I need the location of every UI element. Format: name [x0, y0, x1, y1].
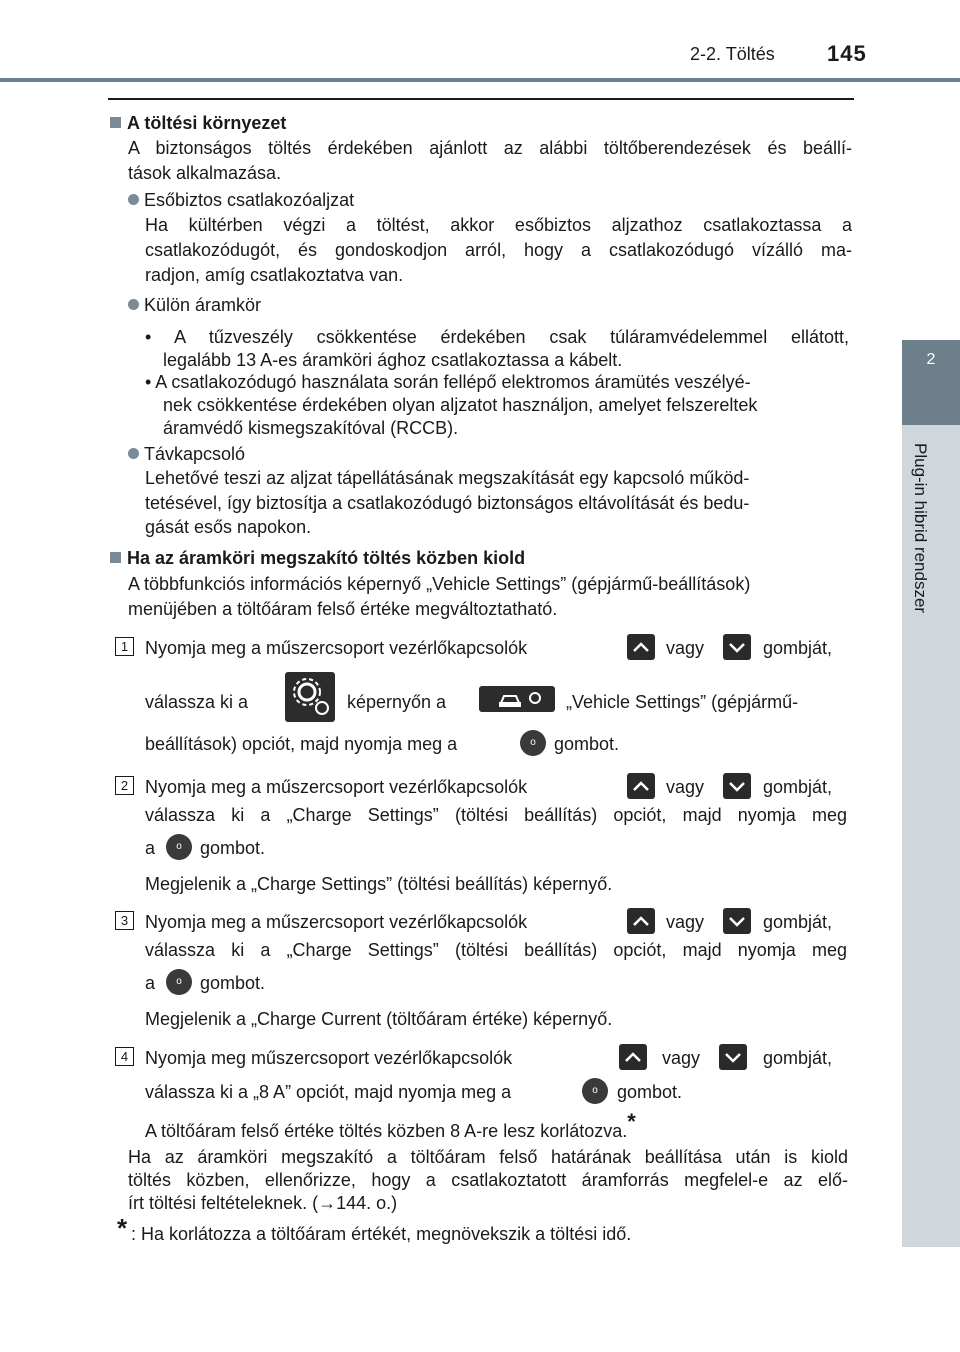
chevron-up-key-icon [627, 773, 655, 799]
step-result-text: A töltőáram felső értéke töltés közben 8 A-re lesz korlátozva. [145, 1121, 628, 1141]
step-text: Nyomja meg a műszercsoport vezérlőkapcsolók [145, 777, 528, 797]
chevron-down-key-icon [723, 773, 751, 799]
paragraph-line: tások alkalmazása. [128, 163, 282, 183]
section-title: 2-2. Töltés [690, 44, 775, 64]
step-text: a [145, 973, 156, 993]
step-text: Nyomja meg a műszercsoport vezérlőkapcsolók [145, 912, 528, 932]
chevron-up-key-icon [627, 908, 655, 934]
chevron-down-key-icon [723, 908, 751, 934]
ok-button-icon: o [166, 834, 192, 860]
heading-text: Ha az áramköri megszakító töltés közben kiold [127, 548, 526, 568]
chapter-tab [902, 340, 960, 425]
step-text: gombját, [763, 1048, 833, 1068]
step-text: válassza ki a [145, 692, 249, 712]
bullet-title-text: Távkapcsoló [144, 444, 246, 464]
step-text: gombot. [554, 734, 620, 754]
chevron-up-key-icon [627, 634, 655, 660]
step-text: vagy [662, 1048, 701, 1068]
paragraph-line: Lehetővé teszi az aljzat tápellátásának megszakítását egy kapcsoló működ- [145, 468, 750, 488]
heading-text: A töltési környezet [127, 113, 287, 133]
step-text: a [145, 838, 156, 858]
page-number: 145 [827, 41, 867, 66]
square-bullet-icon [110, 552, 121, 563]
ok-button-icon: o [582, 1078, 608, 1104]
list-item-line: áramvédő kismegszakítóval (RCCB). [163, 418, 459, 438]
bullet-title [128, 442, 245, 467]
ok-button-icon: o [166, 969, 192, 995]
step-text: válassza ki a „Charge Settings” (töltési beállítás) opciót, majd nyomja meg [145, 805, 847, 825]
chapter-number: 2 [926, 351, 936, 368]
bullet-title [128, 188, 354, 213]
step-text: gombját, [763, 777, 833, 797]
chapter-sidebar [902, 425, 960, 1247]
step-text: válassza ki a „8 A” opciót, majd nyomja meg a [145, 1082, 512, 1102]
round-bullet-icon [128, 448, 139, 459]
bullet-title-text: Esőbiztos csatlakozóaljzat [144, 190, 355, 210]
step-text: gombját, [763, 912, 833, 932]
paragraph-line: Ha kültérben végzi a töltést, akkor esőbiztos aljzathoz csatlakoztassa a [145, 215, 852, 235]
paragraph-line: A biztonságos töltés érdekében ajánlott az alábbi töltőberendezések és beállí- [128, 138, 852, 158]
step-result [145, 1109, 636, 1144]
footnote-marker: * [627, 1109, 636, 1134]
step-text: beállítások) opciót, majd nyomja meg a [145, 734, 458, 754]
list-item-line: legalább 13 A-es áramköri ághoz csatlakoztassa a kábelt. [163, 350, 623, 370]
paragraph-line: gását esős napokon. [145, 517, 312, 537]
round-bullet-icon [128, 194, 139, 205]
paragraph-line: Ha az áramköri megszakító a töltőáram felső határának beállítása után is kiold [128, 1147, 848, 1167]
vehicle-settings-icon [479, 686, 555, 712]
step-text: gombját, [763, 638, 833, 658]
step-text: gombot. [200, 973, 266, 993]
list-item-line: • A tűzveszély csökkentése érdekében csak túláramvédelemmel ellátott, [145, 327, 849, 347]
ok-button-icon: o [520, 730, 546, 756]
section-heading [110, 111, 286, 136]
step-text: „Vehicle Settings” (gépjármű- [566, 692, 799, 712]
step-text: képernyőn a [347, 692, 447, 712]
step-text: gombot. [200, 838, 266, 858]
list-item-line: nek csökkentése érdekében olyan aljzatot használjon, amelyet felszereltek [163, 395, 758, 415]
footnote-text: : Ha korlátozza a töltőáram értékét, megnövekszik a töltési idő. [131, 1224, 632, 1244]
square-bullet-icon [110, 117, 121, 128]
step-text: gombot. [617, 1082, 683, 1102]
bullet-title-text: Külön áramkör [144, 295, 262, 315]
step-result: Megjelenik a „Charge Settings” (töltési beállítás) képernyő. [145, 874, 613, 894]
paragraph-line: A többfunkciós információs képernyő „Vehicle Settings” (gépjármű-beállítások) [128, 574, 751, 594]
step-number-3: 3 [115, 911, 134, 930]
paragraph-line: radjon, amíg csatlakoztatva van. [145, 265, 404, 285]
paragraph-line: tetésével, így biztosítja a csatlakozódugó biztonságos eltávolítását és bedu- [145, 493, 750, 513]
chevron-down-key-icon [723, 634, 751, 660]
paragraph-line: írt töltési feltételeknek. (→144. o.) [128, 1193, 398, 1213]
step-text: válassza ki a „Charge Settings” (töltési beállítás) opciót, majd nyomja meg [145, 940, 847, 960]
step-text: vagy [666, 912, 705, 932]
bullet-title [128, 293, 261, 318]
header-band [0, 78, 960, 82]
chapter-title: Plug-in hibrid rendszer [911, 443, 930, 614]
chevron-up-key-icon [619, 1044, 647, 1070]
step-number-2: 2 [115, 776, 134, 795]
step-number-1: 1 [115, 637, 134, 656]
chevron-down-key-icon [719, 1044, 747, 1070]
paragraph-line: csatlakozódugót, és gondoskodjon arról, hogy a csatlakozódugó vízálló ma- [145, 240, 852, 260]
step-text: Nyomja meg a műszercsoport vezérlőkapcsolók [145, 638, 528, 658]
divider-line [108, 98, 854, 100]
paragraph-line: töltés közben, ellenőrizze, hogy a csatlakoztatott áramforrás megfelel-e az elő- [128, 1170, 848, 1190]
round-bullet-icon [128, 299, 139, 310]
step-text: vagy [666, 638, 705, 658]
paragraph-line: menüjében a töltőáram felső értéke megváltoztatható. [128, 599, 558, 619]
step-number-4: 4 [115, 1047, 134, 1066]
list-item-line: • A csatlakozódugó használata során fellépő elektromos áramütés veszélyé- [145, 372, 751, 392]
footnote-marker: * [117, 1213, 128, 1243]
step-result: Megjelenik a „Charge Current (töltőáram értéke) képernyő. [145, 1009, 613, 1029]
settings-gear-icon [285, 672, 335, 722]
section-heading [110, 546, 525, 571]
step-text: Nyomja meg műszercsoport vezérlőkapcsolók [145, 1048, 513, 1068]
step-text: vagy [666, 777, 705, 797]
